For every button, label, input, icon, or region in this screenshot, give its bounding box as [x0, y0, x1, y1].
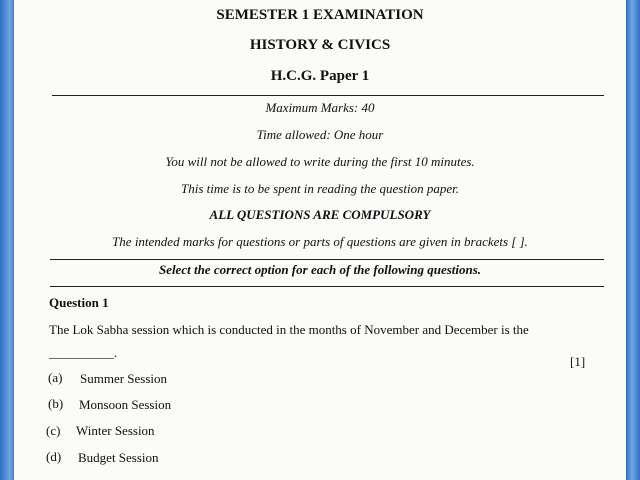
no-write-notice: You will not be allowed to write during the first 10 minutes.	[165, 154, 475, 169]
option-label: Summer Session	[80, 371, 168, 386]
question-text: The Lok Sabha session which is conducted in the months of November and December is the	[49, 322, 529, 337]
exam-title: SEMESTER 1 EXAMINATION	[216, 7, 424, 23]
max-marks: Maximum Marks: 40	[265, 100, 375, 115]
time-allowed: Time allowed: One hour	[256, 127, 384, 142]
question-title: Question 1	[49, 295, 109, 310]
option-label: Winter Session	[76, 423, 155, 438]
subject-title: HISTORY & CIVICS	[249, 37, 391, 53]
option-letter: (d)	[46, 449, 62, 464]
option-label: Budget Session	[78, 450, 159, 465]
exam-paper	[14, 0, 626, 480]
section-divider	[50, 286, 604, 287]
option-label: Monsoon Session	[79, 397, 172, 412]
compulsory-notice: ALL QUESTIONS ARE COMPULSORY	[209, 207, 431, 222]
option-letter: (b)	[48, 396, 64, 411]
question-marks: [1]	[570, 354, 586, 369]
option-letter: (c)	[46, 423, 61, 438]
header-divider	[52, 95, 604, 96]
paper-code: H.C.G. Paper 1	[270, 68, 370, 84]
option-letter: (a)	[48, 370, 63, 385]
instructions-divider	[50, 259, 604, 260]
marks-note: The intended marks for questions or parts of questions are given in brackets [ ].	[112, 234, 528, 249]
reading-time-notice: This time is to be spent in reading the question paper.	[181, 181, 459, 196]
section-instruction: Select the correct option for each of the following questions.	[158, 262, 482, 277]
right-blue-border	[626, 0, 640, 480]
answer-blank: __________.	[49, 345, 118, 360]
